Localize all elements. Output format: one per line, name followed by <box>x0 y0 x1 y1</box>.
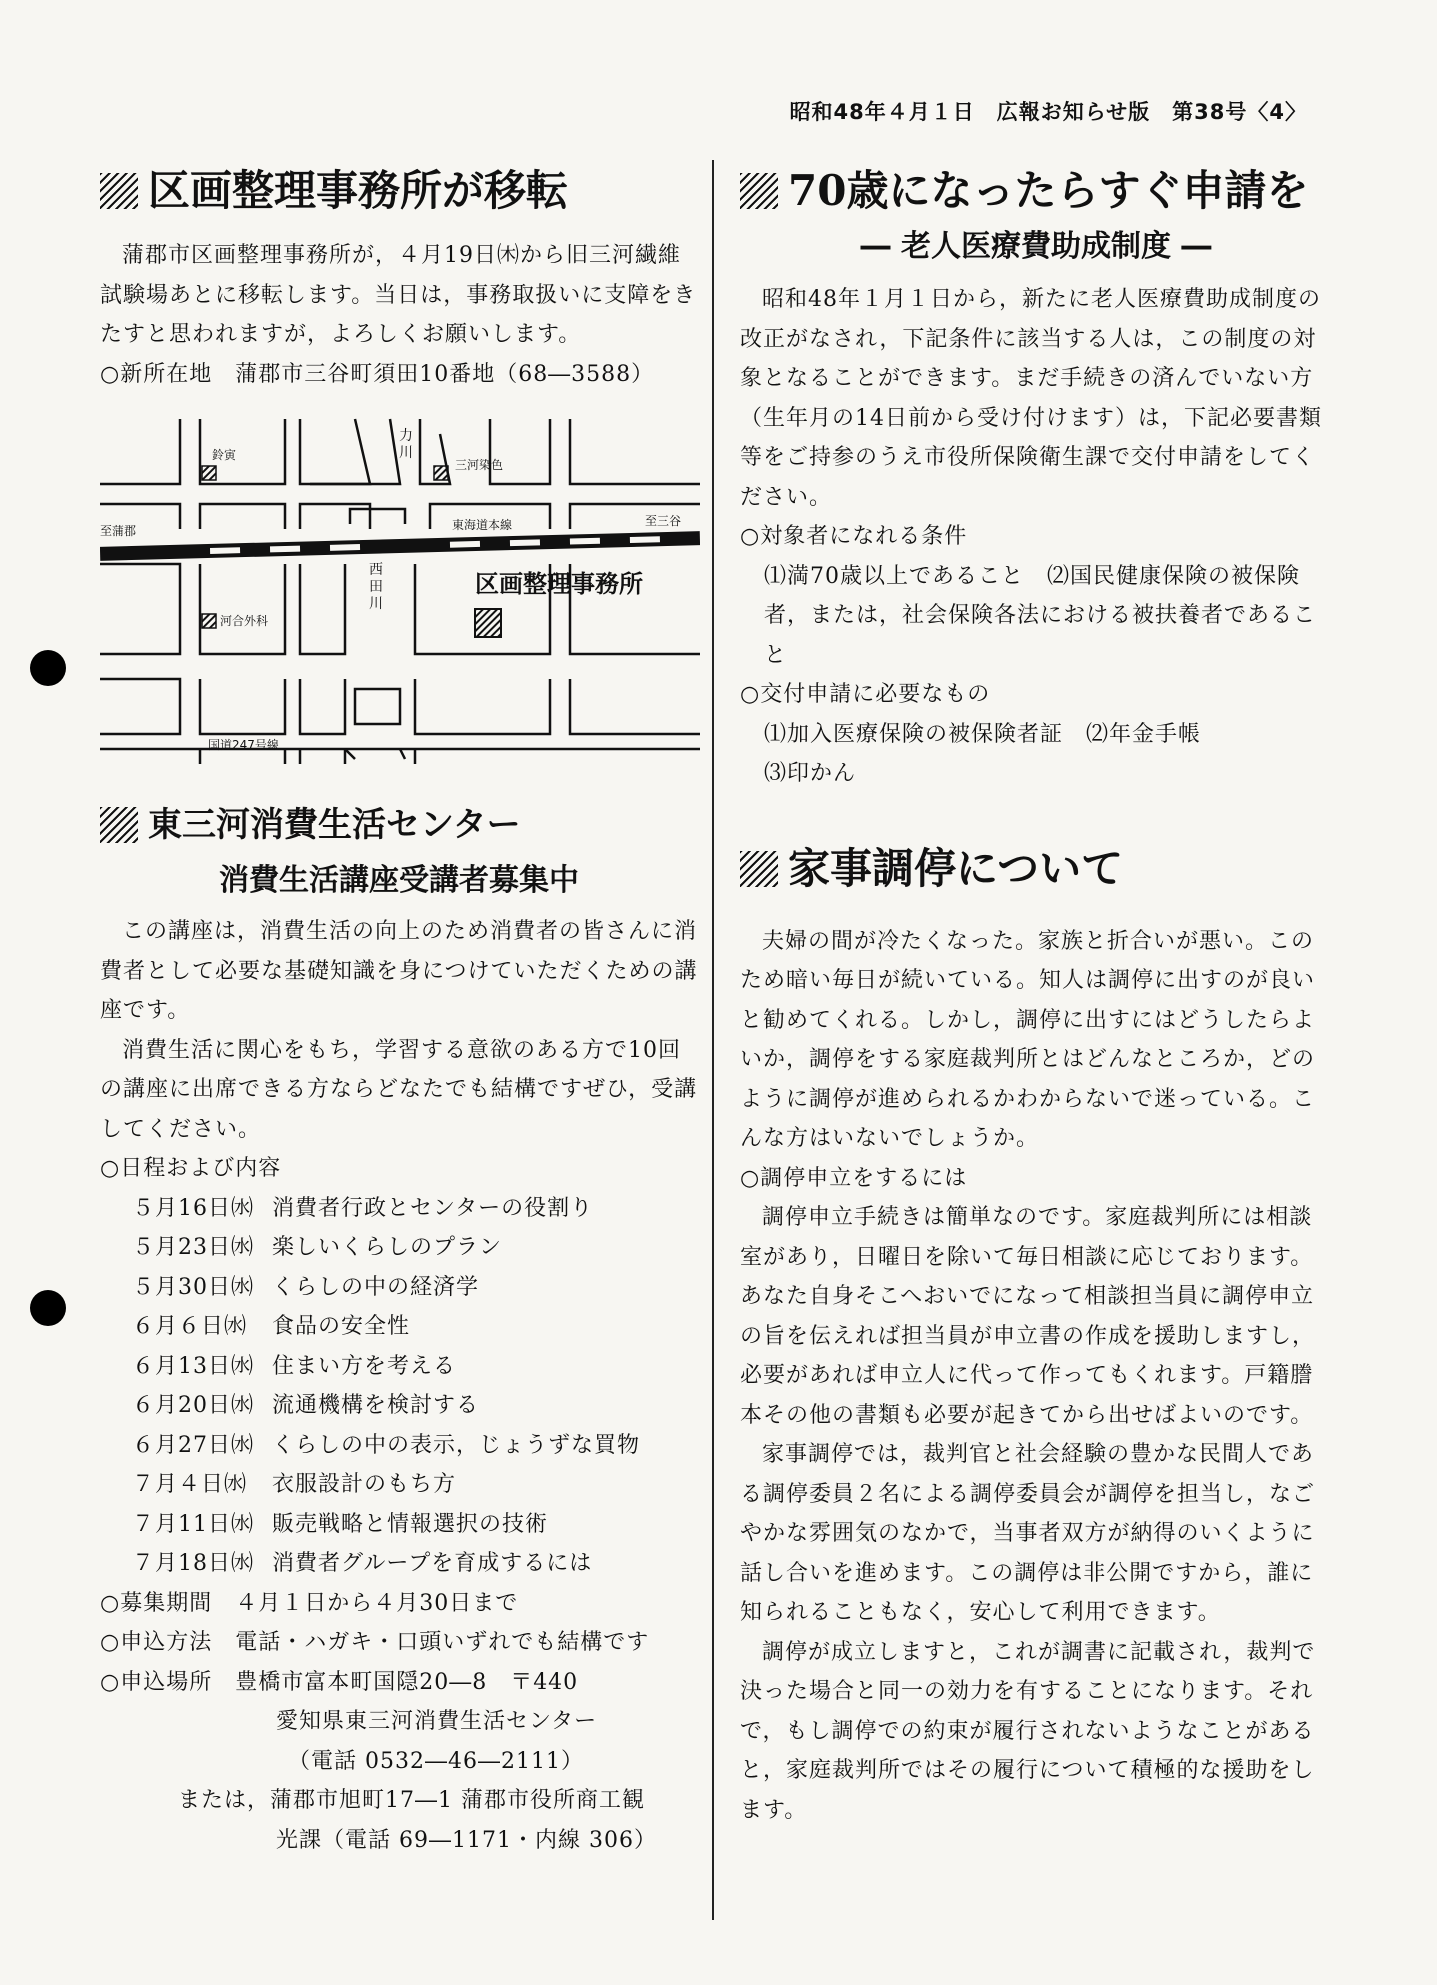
schedule-item: ７月11日㈬ 販売戦略と情報選択の技術 <box>132 1511 549 1537</box>
section-title: 東三河消費生活センター <box>100 794 698 856</box>
mediation-procedure: 調停申立手続きは簡単なのです。家庭裁判所には相談室があり，日曜日を除いて毎日相談に応じております。あなた自身そこへおいでになって相談担当員に調停申立の旨を伝えれば担当員が申立書の作成を援助しますし，必要があれば申立人に代って作ってもくれます。戸籍謄本その他の書類も必要が起きてから出せばよいのです。 <box>740 1205 1316 1428</box>
application-place: ○申込場所 豊橋市富本町国隠20―8 〒440 <box>100 1669 579 1695</box>
application-period: ○募集期間 ４月１日から４月30日まで <box>100 1590 519 1616</box>
schedule-heading: ○日程および内容 <box>100 1156 282 1181</box>
label-suzutora: 鈴寅 <box>212 448 237 462</box>
new-address: ○新所在地 蒲郡市三谷町須田10番地（68―3588） <box>100 361 655 387</box>
alt-place: または，蒲郡市旭町17―1 蒲郡市役所商工観 <box>178 1788 645 1813</box>
documents-heading: ○交付申請に必要なもの <box>740 682 991 707</box>
schedule-item: ６月13日㈬ 住まい方を考える <box>132 1353 457 1379</box>
schedule-item: ５月16日㈬ 消費者行政とセンターの役割り <box>132 1195 594 1221</box>
section-subtitle: ― 老人医療費助成制度 ― <box>860 229 1212 264</box>
schedule-item: ５月30日㈬ くらしの中の経済学 <box>132 1274 480 1300</box>
section-consumer-center <box>100 794 698 1860</box>
mediation-committee: 家事調停では，裁判官と社会経験の豊かな民間人である調停委員２名による調停委員会が調停を担当し，なごやかな雰囲気のなかで，当事者双方が納得のいくように話し合いを進めます。この調停は非公開ですから，誰に知られることもなく，安心して利用できます。 <box>740 1442 1316 1625</box>
center-name: 愛知県東三河消費生活センター <box>276 1709 598 1734</box>
left-column <box>100 160 698 1860</box>
medical-body: 昭和48年１月１日から，新たに老人医療費助成制度の改正がなされ，下記条件に該当する人は，この制度の対象となることができます。まだ手続きの済んでいない方（生年月の14日前から受け付けます）は，下記必要書類等をご持参のうえ市役所保険衛生課で交付申請をしてください。 <box>740 287 1322 510</box>
page-header: 昭和48年４月１日 広報お知らせ版 第38号〈4〉 <box>789 100 1307 124</box>
label-to-gamagori: 至蒲郡 <box>100 524 137 538</box>
label-mikawa-senshoku: 三河染色 <box>455 458 504 472</box>
section-title: 家事調停について <box>740 838 1332 900</box>
course-intro: この講座は，消費生活の向上のため消費者の皆さんに消費者として必要な基礎知識を身につけていただくための講座です。 <box>100 919 698 1023</box>
documents-list-2: ⑶印かん <box>764 761 857 786</box>
label-tokaido-line: 東海道本線 <box>452 518 513 532</box>
schedule-item: ６月６日㈬ 食品の安全性 <box>132 1314 411 1339</box>
label-route-247: 国道247号線 <box>208 738 279 752</box>
location-map <box>100 404 700 764</box>
section-office-relocation <box>100 160 698 764</box>
label-office: 区画整理事務所 <box>475 570 643 598</box>
hatch-icon <box>740 173 778 209</box>
schedule-item: ６月27日㈬ くらしの中の表示，じょうずな買物 <box>132 1432 641 1458</box>
schedule-item: ６月20日㈬ 流通機構を検討する <box>132 1393 480 1418</box>
conditions-heading: ○対象者になれる条件 <box>740 524 968 549</box>
section-family-mediation <box>740 838 1332 1831</box>
conditions-body: ⑴満70歳以上であること ⑵国民健康保険の被保険者，または，社会保険各法における被扶養者であること <box>764 563 1317 668</box>
schedule-item: ５月23日㈬ 楽しいくらしのプラン <box>132 1235 503 1260</box>
label-kawai-geka: 河合外科 <box>220 614 269 628</box>
center-phone: （電話 0532―46―2111） <box>288 1748 584 1774</box>
column-divider <box>712 160 714 1920</box>
section-subtitle: 消費生活講座受講者募集中 <box>219 863 579 898</box>
binder-hole-top <box>30 650 66 686</box>
label-nishidagawa: 西田川 <box>369 562 383 612</box>
right-column <box>740 160 1332 1830</box>
relocation-body: 蒲郡市区画整理事務所が，４月19日㈭から旧三河繊維試験場あとに移転します。当日は，事務取扱いに支障をきたすと思われますが，よろしくお願いします。 <box>100 243 697 347</box>
mediation-heading: ○調停申立をするには <box>740 1165 968 1191</box>
label-chikaragawa: 力川 <box>399 428 413 461</box>
section-title: 区画整理事務所が移転 <box>100 160 698 222</box>
hatch-icon <box>100 173 138 209</box>
application-method: ○申込方法 電話・ハガキ・口頭いずれでも結構です <box>100 1630 650 1655</box>
schedule-list <box>100 1189 698 1584</box>
schedule-item: ７月４日㈬ 衣服設計のもち方 <box>132 1472 457 1497</box>
alt-place-phone: 光課（電話 69―1171・内線 306） <box>276 1827 657 1853</box>
label-to-mikawa: 至三谷 <box>645 514 682 528</box>
mediation-intro: 夫婦の間が冷たくなった。家族と折合いが悪い。このため暗い毎日が続いている。知人は調停に出すのが良いと勧めてくれる。しかし，調停に出すにはどうしたらよいか，調停をする家庭裁判所とはどんなところか，どのように調停が進められるかわからないで迷っている。こんな方はいないでしょうか。 <box>740 928 1316 1151</box>
section-title: 70歳になったらすぐ申請を <box>740 160 1332 222</box>
course-eligibility: 消費生活に関心をもち，学習する意欲のある方で10回の講座に出席できる方ならどなたでも結構ですぜひ，受講してください。 <box>100 1037 698 1142</box>
hatch-icon <box>100 807 138 843</box>
hatch-icon <box>740 851 778 887</box>
section-elderly-medical <box>740 160 1332 794</box>
binder-hole-bottom <box>30 1290 66 1326</box>
mediation-effect: 調停が成立しますと，これが調書に記載され，裁判で決った場合と同一の効力を有することになります。それで，もし調停での約束が履行されないようなことがあると，家庭裁判所ではその履行について積極的な援助をします。 <box>740 1639 1316 1823</box>
schedule-item: ７月18日㈬ 消費者グループを育成するには <box>132 1551 593 1576</box>
documents-list-1: ⑴加入医療保険の被保険者証 ⑵年金手帳 <box>764 721 1202 747</box>
